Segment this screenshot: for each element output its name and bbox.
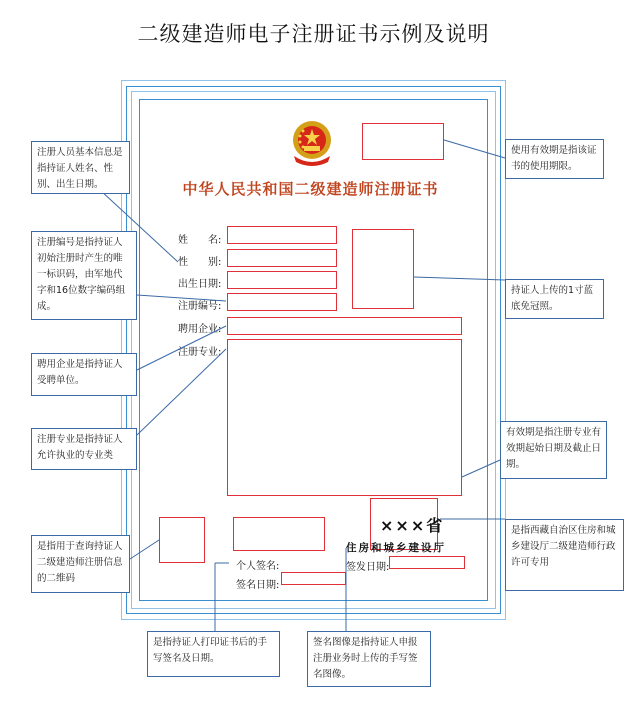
certificate-title: 中华人民共和国二级建造师注册证书 xyxy=(182,180,439,198)
callout-basic-info xyxy=(31,141,130,194)
callout-employer xyxy=(31,353,137,396)
label-birth-date: 出生日期: xyxy=(178,279,222,290)
callout-validity-period xyxy=(500,421,607,479)
label-gender: 性 别: xyxy=(178,257,222,268)
callout-validity-period-text: 有效期是指注册专业有效期起始日期及截止日期。 xyxy=(506,427,602,470)
callout-specialty xyxy=(31,428,137,470)
callout-photo-text: 持证人上传的1寸蓝底免冠照。 xyxy=(511,285,594,312)
label-specialty: 注册专业: xyxy=(178,347,222,358)
callout-registration-no-text: 注册编号是指持证人初始注册时产生的唯一标识码，由军地代字和16位数字编码组成。 xyxy=(37,237,126,312)
issuing-authority: 住房和城乡建设厅 xyxy=(346,542,446,554)
callout-qrcode xyxy=(31,535,130,593)
province-placeholder: ×××省 xyxy=(380,516,445,535)
callout-handwritten-sign xyxy=(147,631,280,677)
callout-employer-text: 聘用企业是指持证人受聘单位。 xyxy=(37,359,123,386)
label-registration-no: 注册编号: xyxy=(178,301,222,312)
callout-seal xyxy=(505,519,624,591)
label-employer: 聘用企业: xyxy=(178,324,222,335)
callout-handwritten-sign-text: 是指持证人打印证书后的手写签名及日期。 xyxy=(153,637,268,664)
callout-validity-use xyxy=(505,139,604,179)
callout-validity-use-text: 使用有效期是指该证书的使用期限。 xyxy=(511,145,597,172)
label-name: 姓 名: xyxy=(178,235,222,246)
label-signature: 个人签名: xyxy=(236,561,280,572)
callout-photo xyxy=(505,279,604,319)
page-title: 二级建造师电子注册证书示例及说明 xyxy=(137,22,490,46)
label-issue-date: 签发日期: xyxy=(346,562,390,573)
callout-registration-no xyxy=(31,231,137,320)
callout-signature-image-text: 签名图像是指持证人申报注册业务时上传的手写签名图像。 xyxy=(313,637,418,680)
callout-seal-text: 是指西藏自治区住房和城乡建设厅二级建造师行政许可专用 xyxy=(511,525,616,568)
callout-basic-info-text: 注册人员基本信息是指持证人姓名、性别、出生日期。 xyxy=(37,147,123,190)
callout-specialty-text: 注册专业是指持证人允许执业的专业类 xyxy=(37,434,123,461)
callout-signature-image xyxy=(307,631,431,687)
callout-qrcode-text: 是指用于查询持证人二级建造师注册信息的二维码 xyxy=(37,541,123,584)
label-sign-date: 签名日期: xyxy=(236,580,280,591)
